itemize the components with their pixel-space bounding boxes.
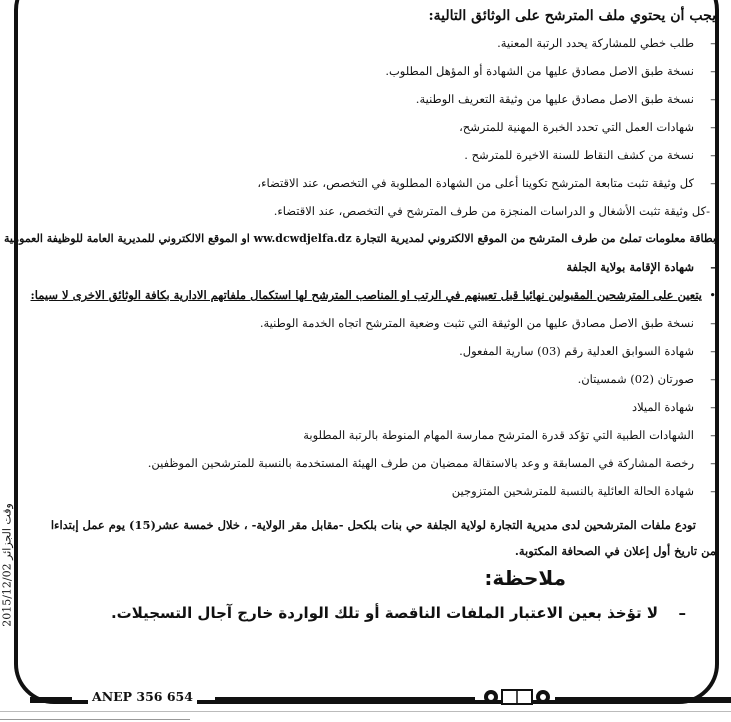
list-item: –صورتان (02) شمسيتان. (577, 372, 716, 386)
anep-code: ANEP 356 654 (88, 689, 197, 704)
anep-logo-icon (482, 689, 552, 705)
dash-marker: – (710, 120, 716, 134)
dash-marker: – (710, 36, 716, 50)
list-item: –نسخة من كشف النقاط للسنة الاخيرة للمترشح . (464, 148, 716, 162)
info-card-line: بطاقة معلومات تملئ من طرف المترشح من الموقع الالكتروني لمديرية التجارة ww.dcwdjelfa.dz او الموقع الالكتروني للمديرية العامة للوظيفة العمومية (4, 232, 716, 245)
final-admission-notice: •يتعين على المترشحين المقبولين نهائيا قبل تعيينهم في الرتب او المناصب المترشح لها استكمال ملفاتهم الادارية بكافة الوثائق الاخرى لا سيما: (30, 288, 716, 302)
additional-documents-list (30, 316, 716, 498)
list-item: –طلب خطي للمشاركة يحدد الرتبة المعنية. (497, 36, 716, 50)
list-item: –رخصة المشاركة في المسابقة و وعد بالاستقالة ممضيان من طرف الهيئة المستخدمة بالنسبة للمترشحين الموظفين. (147, 456, 716, 470)
list-item: –نسخة طبق الاصل مصادق عليها من الوثيقة التي تثبت وضعية المترشح اتجاه الخدمة الوطنية. (259, 316, 716, 330)
dash-marker: – (710, 344, 716, 358)
list-item: –شهادة الميلاد (631, 400, 716, 414)
residence-line: –شهادة الإقامة بولاية الجلفة (566, 260, 716, 274)
footer-bar-segment (555, 697, 731, 703)
list-item: –الشهادات الطبية التي تؤكد قدرة المترشح ممارسة المهام المنوطة بالرتبة المطلوبة (303, 428, 716, 442)
list-item: –شهادة الحالة العائلية بالنسبة للمترشحين المتزوجين (451, 484, 716, 498)
list-item: –نسخة طبق الاصل مصادق عليها من الشهادة أو المؤهل المطلوب. (385, 64, 716, 78)
dash-marker: – (710, 456, 716, 470)
extra-documents-line: -كل وثيقة تثبت الأشغال و الدراسات المنجزة من طرف المترشح في التخصص، عند الاقتضاء. (273, 204, 710, 218)
footer-bar-segment (30, 697, 72, 703)
side-date-stamp: وقت الجزائر 2015/12/02 (0, 503, 14, 627)
footer-bar-segment (215, 697, 475, 703)
page-divider (0, 711, 731, 712)
deposit-line-2: من تاريخ أول إعلان في الصحافة المكتوبة. (514, 544, 716, 558)
list-item: –كل وثيقة تثبت متابعة المترشح تكوينا أعلى من الشهادة المطلوبة في التخصص، عند الاقتضاء، (257, 176, 716, 190)
list-item: –شهادات العمل التي تحدد الخبرة المهنية للمترشح، (459, 120, 716, 134)
note-title: ملاحظة: (484, 566, 566, 590)
bullet-marker: • (709, 288, 716, 302)
dash-marker: – (710, 64, 716, 78)
section-heading: يجب أن يحتوي ملف المترشح على الوثائق التالية: (428, 8, 716, 24)
dash-marker: – (710, 92, 716, 106)
dash-marker: – (710, 484, 716, 498)
page-divider-short (0, 719, 190, 720)
dash-marker: – (710, 372, 716, 386)
dash-marker: – (710, 316, 716, 330)
dash-marker: – (710, 400, 716, 414)
dash-marker: – (710, 260, 716, 274)
dash-marker: – (710, 176, 716, 190)
deposit-paragraph (30, 512, 716, 564)
dash-marker: – (678, 604, 686, 622)
deposit-line-1: تودع ملفات المترشحين لدى مديرية التجارة لولاية الجلفة حي بنات بلكحل -مقابل مقر الولاية- ، خلال خمسة عشر(15) يوم عمل إبتداءا (50, 518, 696, 532)
dash-marker: – (710, 148, 716, 162)
required-documents-list (30, 36, 716, 190)
list-item: –شهادة السوابق العدلية رقم (03) سارية المفعول. (459, 344, 716, 358)
list-item: –نسخة طبق الاصل مصادق عليها من وثيقة التعريف الوطنية. (415, 92, 716, 106)
note-text: –لا تؤخذ بعين الاعتبار الملفات الناقصة أو تلك الواردة خارج آجال التسجيلات. (110, 604, 686, 622)
dash-marker: – (710, 428, 716, 442)
